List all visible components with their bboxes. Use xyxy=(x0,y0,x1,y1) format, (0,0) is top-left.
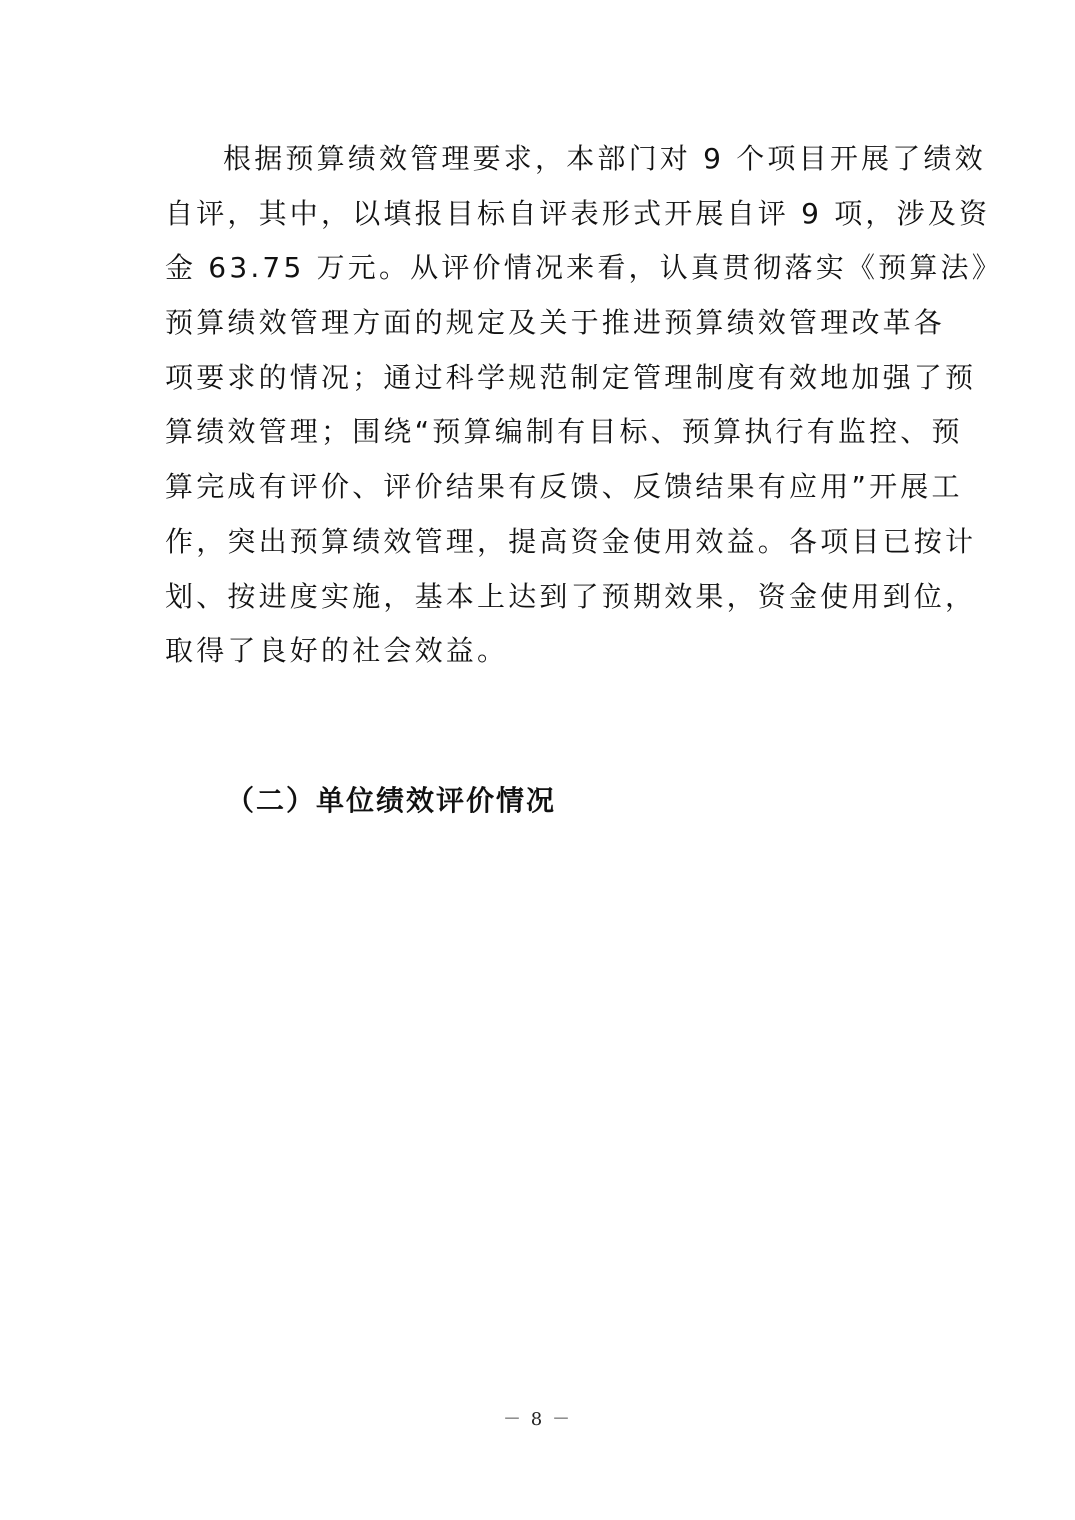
paragraph-line: 作，突出预算绩效管理，提高资金使用效益。各项目已按计 xyxy=(165,524,977,558)
paragraph-line: 自评，其中，以填报目标自评表形式开展自评 9 项，涉及资 xyxy=(165,196,991,230)
paragraph-line: 取得了良好的社会效益。 xyxy=(165,634,509,668)
paragraph-line: 项要求的情况；通过科学规范制定管理制度有效地加强了预 xyxy=(165,360,977,394)
paragraph-line: 根据预算绩效管理要求，本部门对 9 个项目开展了绩效 xyxy=(223,142,986,175)
paragraph-line: 算绩效管理；围绕“预算编制有目标、预算执行有监控、预 xyxy=(165,415,963,449)
paragraph-line: 预算绩效管理方面的规定及关于推进预算绩效管理改革各 xyxy=(165,306,946,340)
section-heading: （二）单位绩效评价情况 xyxy=(226,784,557,817)
paragraph-line: 金 63.75 万元。从评价情况来看，认真贯彻落实《预算法》 xyxy=(165,251,1003,285)
page-number: － 8 － xyxy=(503,1409,572,1430)
body-paragraph xyxy=(165,138,1003,685)
paragraph-line: 划、按进度实施，基本上达到了预期效果，资金使用到位， xyxy=(165,579,977,613)
paragraph-line: 算完成有评价、评价结果有反馈、反馈结果有应用”开展工 xyxy=(165,470,963,504)
